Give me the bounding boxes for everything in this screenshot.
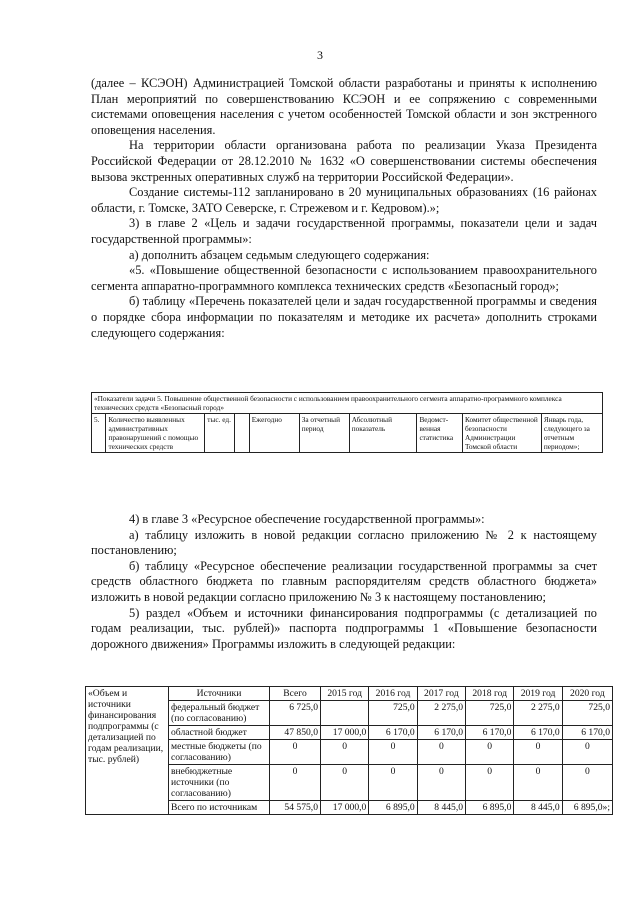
indicators-table-header: «Показатели задачи 5. Повышение общественной безопасности с использованием правоохранительного сегмента аппаратно-программного комплекса технических средств «Безопасный город» — [92, 393, 603, 414]
table-cell: 0 — [270, 740, 321, 765]
table-cell: 6 170,0 — [417, 726, 465, 740]
table-cell: 0 — [466, 740, 514, 765]
table-cell: 0 — [369, 765, 417, 801]
paragraph: 3) в главе 2 «Цель и задачи государственной программы, показатели цели и задач государственной программы»: — [91, 216, 597, 246]
table-cell: 6 895,0 — [466, 801, 514, 815]
paragraph: На территории области организована работа по реализации Указа Президента Российской Федерации от 28.12.2010 № 1632 «О совершенствовании системы обеспечения вызова экстренных оперативных служб на территории Российской Федерации». — [91, 138, 597, 184]
table-cell: 0 — [321, 765, 369, 801]
paragraph: «5. «Повышение общественной безопасности с использованием правоохранительного сегмента аппаратно-программного комплекса технических средств «Безопасный город»; — [91, 263, 597, 293]
source-label: Всего по источникам — [169, 801, 270, 815]
table-cell: тыс. ед. — [205, 414, 235, 453]
table-cell: 0 — [417, 740, 465, 765]
table-cell: 8 445,0 — [417, 801, 465, 815]
financing-table — [85, 686, 613, 815]
table-cell: 725,0 — [466, 701, 514, 726]
table-cell: Январь года, следующего за отчетным периодом»; — [541, 414, 602, 453]
table-cell — [235, 414, 249, 453]
table-cell: Ведомст-венная статистика — [417, 414, 463, 453]
table-cell: 725,0 — [369, 701, 417, 726]
table-cell: 725,0 — [562, 701, 612, 726]
table-cell: 6 725,0 — [270, 701, 321, 726]
column-header: Всего — [270, 687, 321, 701]
table-cell: 54 575,0 — [270, 801, 321, 815]
table-row — [92, 414, 603, 453]
source-label: местные бюджеты (по согласованию) — [169, 740, 270, 765]
table-cell: 17 000,0 — [321, 801, 369, 815]
table-cell: За отчетный период — [299, 414, 349, 453]
table-cell: 0 — [514, 765, 562, 801]
table-cell: 0 — [369, 740, 417, 765]
table-cell — [321, 701, 369, 726]
table-header-row — [86, 687, 613, 701]
table-cell: 6 170,0 — [466, 726, 514, 740]
source-label: федеральный бюджет (по согласованию) — [169, 701, 270, 726]
column-header: 2017 год — [417, 687, 465, 701]
table-cell: Количество выявленных административных правонарушений с помощью технических средств — [106, 414, 205, 453]
table-cell: 6 170,0 — [514, 726, 562, 740]
financing-row-label: «Объем и источники финансирования подпрограммы (с детализацией по годам реализации, тыс. рублей) — [86, 687, 169, 815]
table-cell: 2 275,0 — [514, 701, 562, 726]
paragraph: Создание системы-112 запланировано в 20 муниципальных образованиях (16 районах области, г. Томске, ЗАТО Северске, г. Стрежевом и г. Кедровом).»; — [91, 185, 597, 215]
table-cell: 17 000,0 — [321, 726, 369, 740]
table-cell: 6 170,0 — [369, 726, 417, 740]
indicators-table — [91, 392, 603, 453]
column-header: 2018 год — [466, 687, 514, 701]
table-cell: 47 850,0 — [270, 726, 321, 740]
table-cell: 0 — [514, 740, 562, 765]
paragraph: 5) раздел «Объем и источники финансирования подпрограммы (с детализацией по годам реализации, тыс. рублей)» паспорта подпрограммы 1 «Повышение безопасности дорожного движения» Программы изложить в следующей редакции: — [91, 605, 597, 651]
source-label: областной бюджет — [169, 726, 270, 740]
table-cell: 5. — [92, 414, 106, 453]
page-number: 3 — [317, 48, 323, 62]
table-cell: 0 — [270, 765, 321, 801]
paragraph: б) таблицу «Ресурсное обеспечение реализации государственной программы за счет средств областного бюджета по главным распорядителям средств областного бюджета» изложить в новой редакции согласно приложению № 3 к настоящему постановлению; — [91, 558, 597, 604]
body-text-2 — [91, 512, 597, 652]
table-cell: 0 — [321, 740, 369, 765]
table-cell: Комитет общественной безопасности Администрации Томской области — [462, 414, 541, 453]
table-cell: 2 275,0 — [417, 701, 465, 726]
paragraph: а) дополнить абзацем седьмым следующего содержания: — [129, 247, 430, 262]
column-header: 2020 год — [562, 687, 612, 701]
column-header: Источники — [169, 687, 270, 701]
table-cell: 8 445,0 — [514, 801, 562, 815]
table-cell: 0 — [417, 765, 465, 801]
paragraph: б) таблицу «Перечень показателей цели и задач государственной программы и сведения о порядке сбора информации по показателям и методике их расчета» дополнить строками следующего содержания: — [91, 294, 597, 340]
column-header: 2016 год — [369, 687, 417, 701]
table-cell: 0 — [466, 765, 514, 801]
source-label: внебюджетные источники (по согласованию) — [169, 765, 270, 801]
column-header: 2015 год — [321, 687, 369, 701]
paragraph: (далее – КСЭОН) Администрацией Томской области разработаны и приняты к исполнению План мероприятий по совершенствованию КСЭОН и ее сопряжению с современными системами оповещения населения с учетом особенностей Томской области и зон экстренного оповещения населения. — [91, 76, 597, 137]
table-cell: 0 — [562, 765, 612, 801]
table-cell: Абсолютный показатель — [349, 414, 417, 453]
table-cell: 6 895,0»; — [562, 801, 612, 815]
paragraph: 4) в главе 3 «Ресурсное обеспечение государственной программы»: — [129, 512, 485, 526]
table-cell: 6 895,0 — [369, 801, 417, 815]
column-header: 2019 год — [514, 687, 562, 701]
table-cell: 6 170,0 — [562, 726, 612, 740]
paragraph: а) таблицу изложить в новой редакции согласно приложению № 2 к настоящему постановлению; — [91, 527, 597, 558]
table-cell: 0 — [562, 740, 612, 765]
body-text-1 — [91, 76, 597, 341]
table-cell: Ежегодно — [249, 414, 299, 453]
